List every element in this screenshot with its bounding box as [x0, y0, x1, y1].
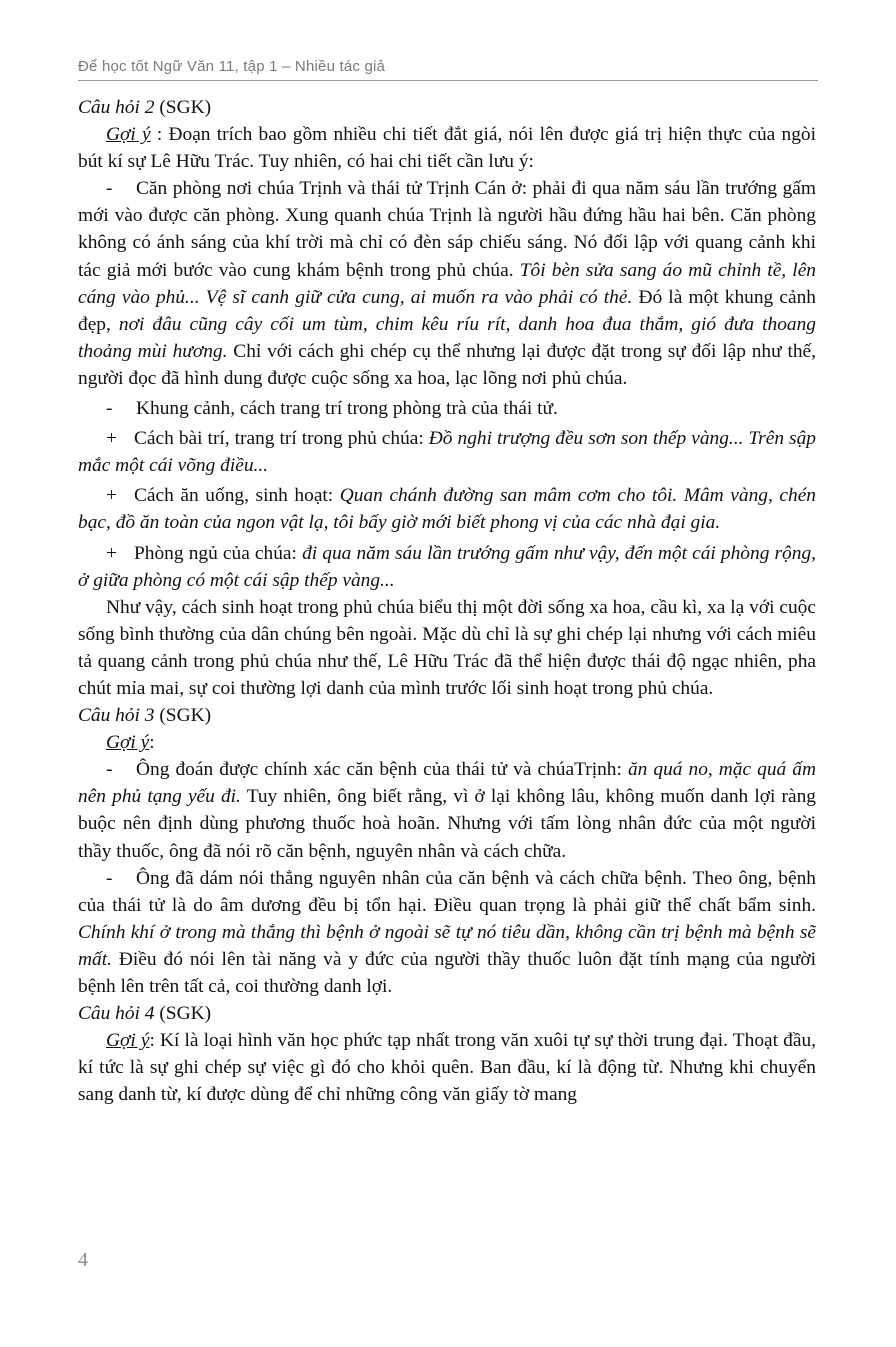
plus-bullet: + [106, 542, 117, 564]
hint-label: Gợi ý [106, 732, 150, 754]
question-3-source: (SGK) [154, 705, 212, 727]
q2-subitem-1 [78, 425, 816, 479]
plus-bullet: + [106, 485, 117, 507]
q2-subitem-1-quote: Đồ nghi trượng đều sơn son thếp vàng... Trên sập mắc một cái võng điều... [78, 428, 816, 477]
q3-item-2-text-2: Điều đó nói lên tài năng và y đức của người thầy thuốc luôn đặt tính mạng của người bệnh lên trên tất cả, coi thường danh lợi. [78, 948, 816, 997]
q2-conclusion: Như vậy, cách sinh hoạt trong phủ chúa biểu thị một đời sống xa hoa, cầu kì, xa lạ với cuộc sống bình thường của dân chúng bên ngoài. Mặc dù chỉ là sự ghi chép lại nhưng với cách miêu tả quang cảnh trong phủ chúa như thế, Lê Hữu Trác đã thể hiện được thái độ ngạc nhiên, pha chút mỉa mai, sự coi thường lợi danh của mình trước lối sinh hoạt trong phủ chúa. [78, 596, 816, 699]
question-2-source: (SGK) [154, 97, 212, 118]
dash-bullet: - [106, 178, 113, 200]
q2-subitem-2 [78, 482, 816, 536]
q2-subitem-3-text: Phòng ngủ của chúa: [134, 542, 303, 564]
hint-colon: : [149, 732, 155, 754]
q3-item-2-text: Ông đã dám nói thẳng nguyên nhân của căn bệnh và cách chữa bệnh. Theo ông, bệnh của thái tử là do âm dương đều bị tổn hại. Điều quan trọng là phải giữ thể chất bẩm sinh. [78, 867, 816, 916]
q2-item-2 [78, 395, 816, 422]
q3-item-1-text: Ông đoán được chính xác căn bệnh của thái tử và chúaTrịnh: [136, 759, 628, 781]
q2-subitem-1-text: Cách bài trí, trang trí trong phủ chúa: [134, 428, 429, 450]
question-4-hint [78, 1027, 816, 1108]
question-2-title [78, 94, 816, 121]
question-3-title [78, 702, 816, 729]
q2-item-1-quote-2: nơi đâu cũng cây cối um tùm, chim kêu ríu rít, danh hoa đua thắm, gió đưa thoang thoảng mùi hương. [78, 313, 816, 362]
question-4-source: (SGK) [154, 1003, 212, 1025]
question-3-hint [78, 729, 816, 756]
q2-item-1 [78, 175, 816, 392]
q3-item-1-quote: ăn quá no, mặc quá ấm nên phủ tạng yếu đi. [78, 759, 816, 808]
running-header: Để học tốt Ngữ Văn 11, tập 1 – Nhiều tác giả [78, 58, 386, 75]
q2-item-1-text: Căn phòng nơi chúa Trịnh và thái tử Trịnh Cán ở: phải đi qua năm sáu lần trướng gấm mới vào được căn phòng. Xung quanh chúa Trịnh là người hầu đứng hầu hai bên. Căn phòng không có ánh sáng của khí trời mà chỉ có đèn sáp chiếu sáng. Nó đối lập với quang cảnh khi tác giả mới bước vào cung khám bệnh trong phủ chúa. [78, 178, 816, 281]
q2-item-1-quote: Tôi bèn sửa sang áo mũ chỉnh tề, lên cáng vào phủ... Vệ sĩ canh giữ cửa cung, ai muốn ra vào phải có thẻ. [78, 259, 816, 308]
q2-subitem-2-quote: Quan chánh đường san mâm cơm cho tôi. Mâm vàng, chén bạc, đồ ăn toàn của ngon vật lạ, tôi bấy giờ mới biết phong vị của các nhà đại gia. [78, 485, 816, 534]
q3-item-2 [78, 865, 816, 1000]
question-4-label: Câu hỏi 4 [78, 1003, 155, 1025]
plus-bullet: + [106, 428, 117, 450]
q2-subitem-3-quote: đi qua năm sáu lần trướng gấm như vậy, đến một cái phòng rộng, ở giữa phòng có một cái sập thếp vàng... [78, 542, 816, 591]
q3-item-2-quote: Chính khí ở trong mà thắng thì bệnh ở ngoài sẽ tự nó tiêu dần, không cần trị bệnh mà bệnh sẽ mất. [78, 921, 816, 970]
hint-intro: : Đoạn trích bao gồm nhiều chi tiết đắt giá, nói lên được giá trị hiện thực của ngòi bút kí sự Lê Hữu Trác. Tuy nhiên, có hai chi tiết cần lưu ý: [78, 124, 816, 173]
page-content [78, 94, 816, 1108]
q2-item-1-text-2: Đó là một khung cảnh đẹp, [78, 286, 816, 335]
q2-subitem-2-text: Cách ăn uống, sinh hoạt: [134, 485, 340, 507]
header-rule [78, 80, 818, 81]
q2-item-2-text: Khung cảnh, cách trang trí trong phòng trà của thái tử. [136, 398, 558, 420]
hint-label: Gợi ý [106, 124, 151, 146]
q3-item-1-text-2: Tuy nhiên, ông biết rằng, vì ở lại không lâu, không muốn danh lợi ràng buộc nên định dùng phương thuốc hoà hoãn. Nhưng với tấm lòng nhân đức của một người thầy thuốc, ông đã nói rõ căn bệnh, nguyên nhân và cách chữa. [78, 786, 816, 862]
q2-item-1-text-3: Chỉ với cách ghi chép cụ thể nhưng lại được đặt trong sự đối lập như thế, người đọc đã hình dung được cuộc sống xa hoa, lạc lõng nơi phủ chúa. [78, 340, 816, 389]
hint-label: Gợi ý [106, 1030, 150, 1052]
question-2-hint [78, 121, 816, 175]
question-4-title [78, 1000, 816, 1027]
dash-bullet: - [106, 867, 113, 889]
page-number: 4 [78, 1249, 88, 1271]
dash-bullet: - [106, 398, 113, 420]
question-3-label: Câu hỏi 3 [78, 705, 155, 727]
q3-item-1 [78, 756, 816, 864]
q2-subitem-3 [78, 540, 816, 594]
question-4-text: : Kí là loại hình văn học phức tạp nhất trong văn xuôi tự sự thời trung đại. Thoạt đầu, kí tức là sự ghi chép sự việc gì đó cho khỏi quên. Ban đầu, kí là động từ. Nhưng khi chuyển sang danh từ, kí được dùng để chỉ những công văn giấy tờ mang [78, 1030, 816, 1106]
dash-bullet: - [106, 759, 113, 781]
question-2-label: Câu hỏi 2 [78, 97, 155, 118]
